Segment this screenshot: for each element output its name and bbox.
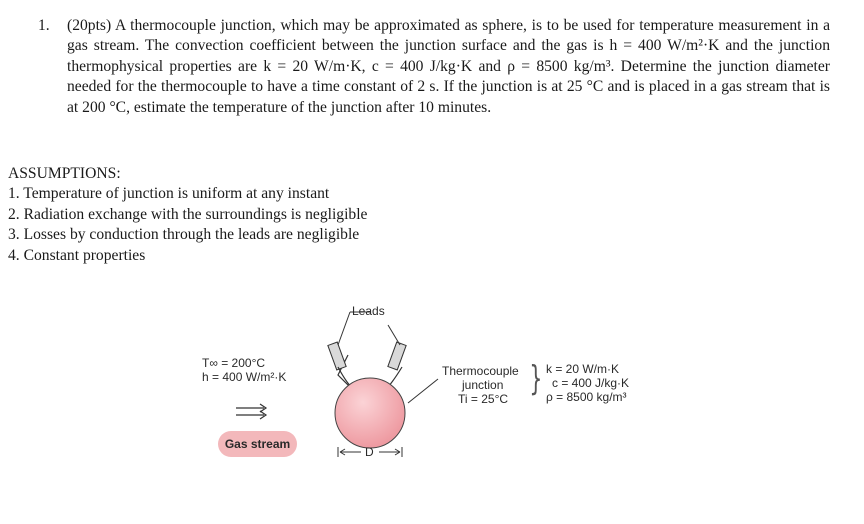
gas-convection-coefficient: h = 400 W/m²·K [202,370,287,384]
assumption-item: 2. Radiation exchange with the surroundings is negligible [8,205,368,223]
gas-temperature: T∞ = 200°C [202,356,266,370]
lead-right-sleeve [388,342,406,370]
junction-callout [408,379,438,403]
gas-stream-label: Gas stream [218,431,297,457]
assumption-item: 3. Losses by conduction through the leads are negligible [8,226,360,244]
leads-label: Leads [352,304,385,318]
junction-sphere [335,378,405,448]
brace-icon: } [529,359,543,399]
junction-initial-temp: Ti = 25°C [458,392,509,406]
assumptions-heading: ASSUMPTIONS: [8,165,121,182]
assumption-item: 4. Constant properties [8,246,146,264]
assumptions-section [8,164,508,266]
junction-label-line1: Thermocouple [442,364,519,378]
property-c: c = 400 J/kg·K [552,376,630,390]
problem-statement [38,16,830,118]
junction-label-line2: junction [462,378,504,392]
property-k: k = 20 W/m·K [546,362,620,376]
thermocouple-figure [180,295,680,475]
flow-arrow [236,404,266,412]
assumption-item: 1. Temperature of junction is uniform at any instant [8,185,330,203]
lead-left-sleeve [328,342,346,370]
problem-number: 1. [38,17,50,34]
property-rho: ρ = 8500 kg/m³ [546,390,627,404]
problem-text: (20pts) A thermocouple junction, which may be approximated as sphere, is to be used for temperature measurement in a gas stream. The convection coefficient between the junction surface and the gas is h = 400 W/m²·K and the junction thermophysical properties are k = 20 W/m·K, c = 400 J/kg·K and ρ = 8500 kg/m³. Determine the junction diameter needed for the thermocouple to have a time constant of 2 s. If the junction is at 25 °C and is placed in a gas stream that is at 200 °C, estimate the temperature of the junction after 10 minutes. [67,17,830,116]
diameter-label: D [365,445,374,459]
